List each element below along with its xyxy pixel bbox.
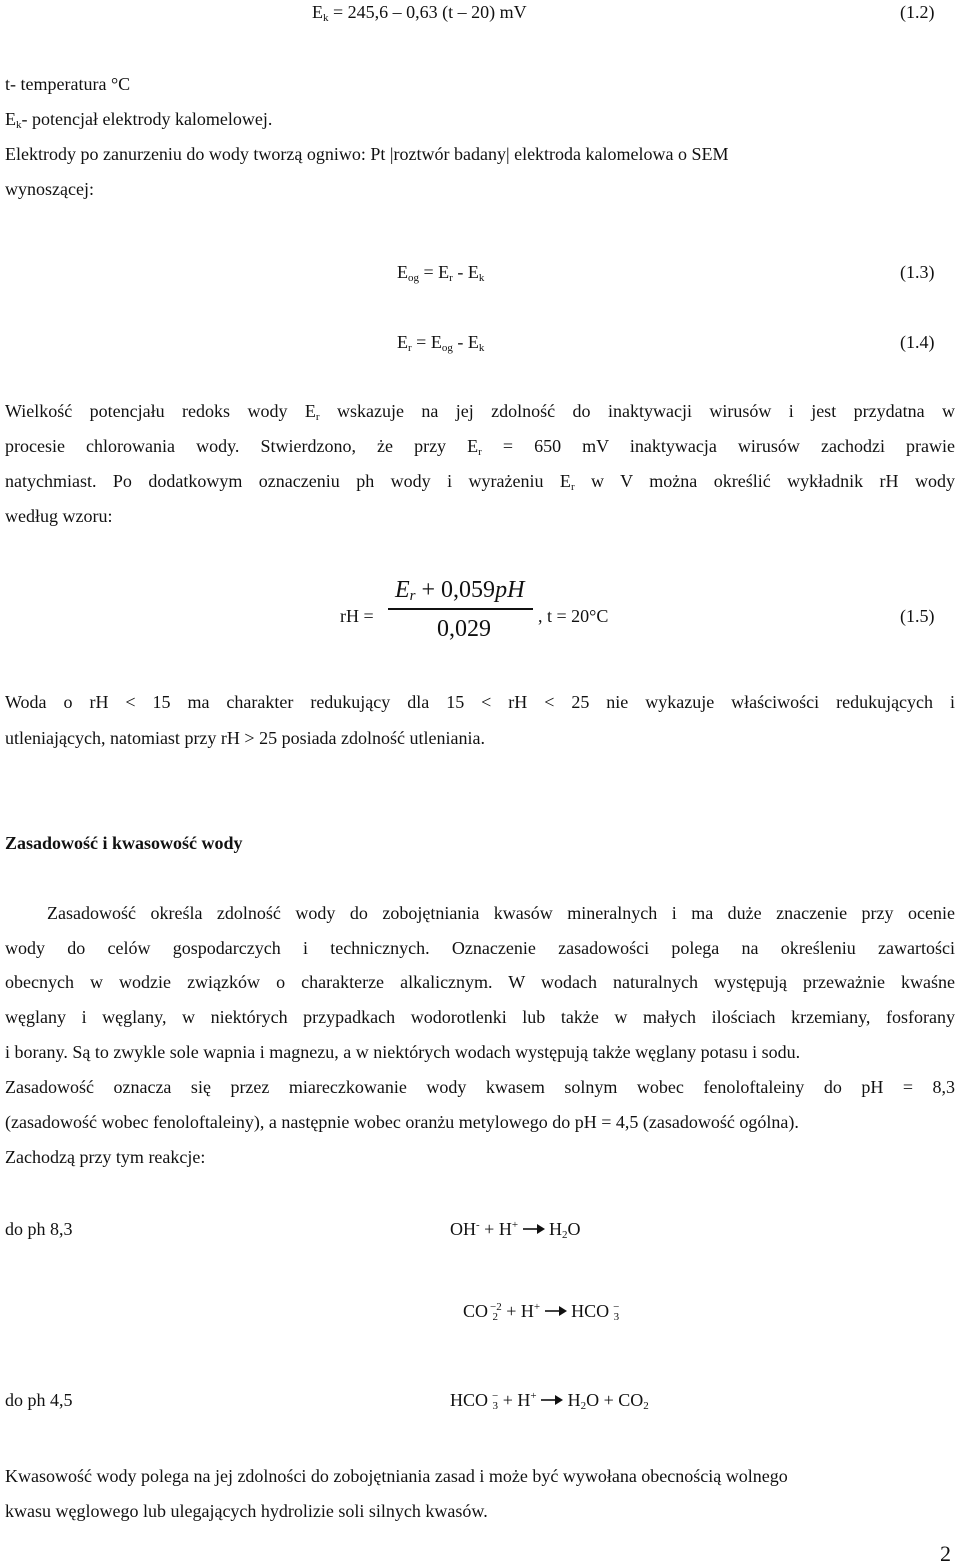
reaction-label-ph83: do ph 8,3 bbox=[5, 1219, 73, 1239]
reaction-label-ph45: do ph 4,5 bbox=[5, 1390, 73, 1410]
para3-line1: Zasadowość określa zdolność wody do zobojętniania kwasów mineralnych i ma duże znaczenie przy ocenie bbox=[47, 903, 955, 923]
para2-line1: Woda o rH < 15 ma charakter redukujący dla 15 < rH < 25 nie wykazuje właściwości redukujących i bbox=[5, 692, 955, 712]
para3-line3: obecnych w wodzie związków o charakterze alkalicznym. W wodach naturalnych występują przeważnie kwaśne bbox=[5, 972, 955, 992]
para4-line2: kwasu węglowego lub ulegających hydrolizie soli silnych kwasów. bbox=[5, 1501, 488, 1521]
para3-line4: węglany i węglany, w niektórych przypadkach wodorotlenki lub także w małych ilościach krzemiany, fosforany bbox=[5, 1007, 955, 1027]
para1-line2: procesie chlorowania wody. Stwierdzono, że przy $E_r = 650$ mV inaktywacja wirusów zachodzi prawie bbox=[5, 436, 955, 458]
reaction-arrow-icon bbox=[541, 1395, 563, 1405]
equation-number-1-4: (1.4) bbox=[900, 332, 935, 352]
para1-line3: natychmiast. Po dodatkowym oznaczeniu ph wody i wyrażeniu $E_r$ w V można określić wykładnik rH wody bbox=[5, 471, 955, 493]
para1-line1: Wielkość potencjału redoks wody $E_r$ wskazuje na jej zdolność do inaktywacji wirusów i jest przydatna w bbox=[5, 401, 955, 423]
equation-1-2: $E_k = 245,6 - 0,63$ (t – 20) mV bbox=[312, 2, 527, 24]
para1-line4: według wzoru: bbox=[5, 506, 113, 526]
page-number: 2 bbox=[940, 1541, 951, 1566]
para4-line1: Kwasowość wody polega na jej zdolności do zobojętniania zasad i może być wywołana obecnością wolnego bbox=[5, 1466, 788, 1486]
equation-number-1-3: (1.3) bbox=[900, 262, 935, 282]
reaction-arrow-icon bbox=[523, 1224, 545, 1234]
para3-line6: Zasadowość oznacza się przez miareczkowanie wody kwasem solnym wobec fenoloftaleiny do pH = 8,3 bbox=[5, 1077, 955, 1097]
legend-ek: $E_k-$ potencjał elektrody kalomelowej. bbox=[5, 109, 273, 131]
para3-line7: (zasadowość wobec fenoloftaleiny), a następnie wobec oranżu metylowego do pH = 4,5 (zasadowość ogólna). bbox=[5, 1112, 799, 1132]
reaction-arrow-icon bbox=[545, 1306, 567, 1316]
equation-number-1-2: (1.2) bbox=[900, 2, 935, 22]
reaction-1: OH- + H+ $H_2O$ bbox=[450, 1219, 581, 1241]
reaction-2: CO $_2^{-2}$ + H+ HCO $_3$− bbox=[463, 1301, 620, 1323]
reaction-3: HCO $_3$− + H+ $H_2O + CO_2$ bbox=[450, 1390, 649, 1412]
equation-1-3: $E_{og} = E_r - E_k$ bbox=[397, 262, 485, 284]
para3-line5: i borany. Są to zwykle sole wapnia i magnezu, a w niektórych wodach występują także węglany potasu i sodu. bbox=[5, 1042, 801, 1062]
section-heading: Zasadowość i kwasowość wody bbox=[5, 833, 243, 853]
equation-1-5-lhs: rH = bbox=[340, 606, 374, 626]
para2-line2: utleniających, natomiast przy rH > 25 posiada zdolność utleniania. bbox=[5, 728, 486, 748]
para3-line2: wody do celów gospodarczych i technicznych. Oznaczenie zasadowości polega na określeniu zawartości bbox=[5, 938, 955, 958]
cell-description-cont: wynoszącej: bbox=[5, 179, 94, 199]
equation-1-5-condition: , t = 20°C bbox=[538, 606, 609, 626]
equation-1-5-denominator: 0,029 bbox=[437, 616, 491, 642]
equation-1-5-numerator: $E_r + 0,059pH$ bbox=[395, 577, 525, 604]
legend-temperature: t- temperatura °C bbox=[5, 74, 131, 94]
equation-1-4: $E_r = E_{og} - E_k$ bbox=[397, 332, 485, 354]
equation-number-1-5: (1.5) bbox=[900, 606, 935, 626]
cell-description: Elektrody po zanurzeniu do wody tworzą ogniwo: Pt |roztwór badany| elektroda kalomelowa o SEM bbox=[5, 144, 729, 164]
fraction-bar bbox=[388, 608, 533, 610]
para3-line8: Zachodzą przy tym reakcje: bbox=[5, 1147, 206, 1167]
